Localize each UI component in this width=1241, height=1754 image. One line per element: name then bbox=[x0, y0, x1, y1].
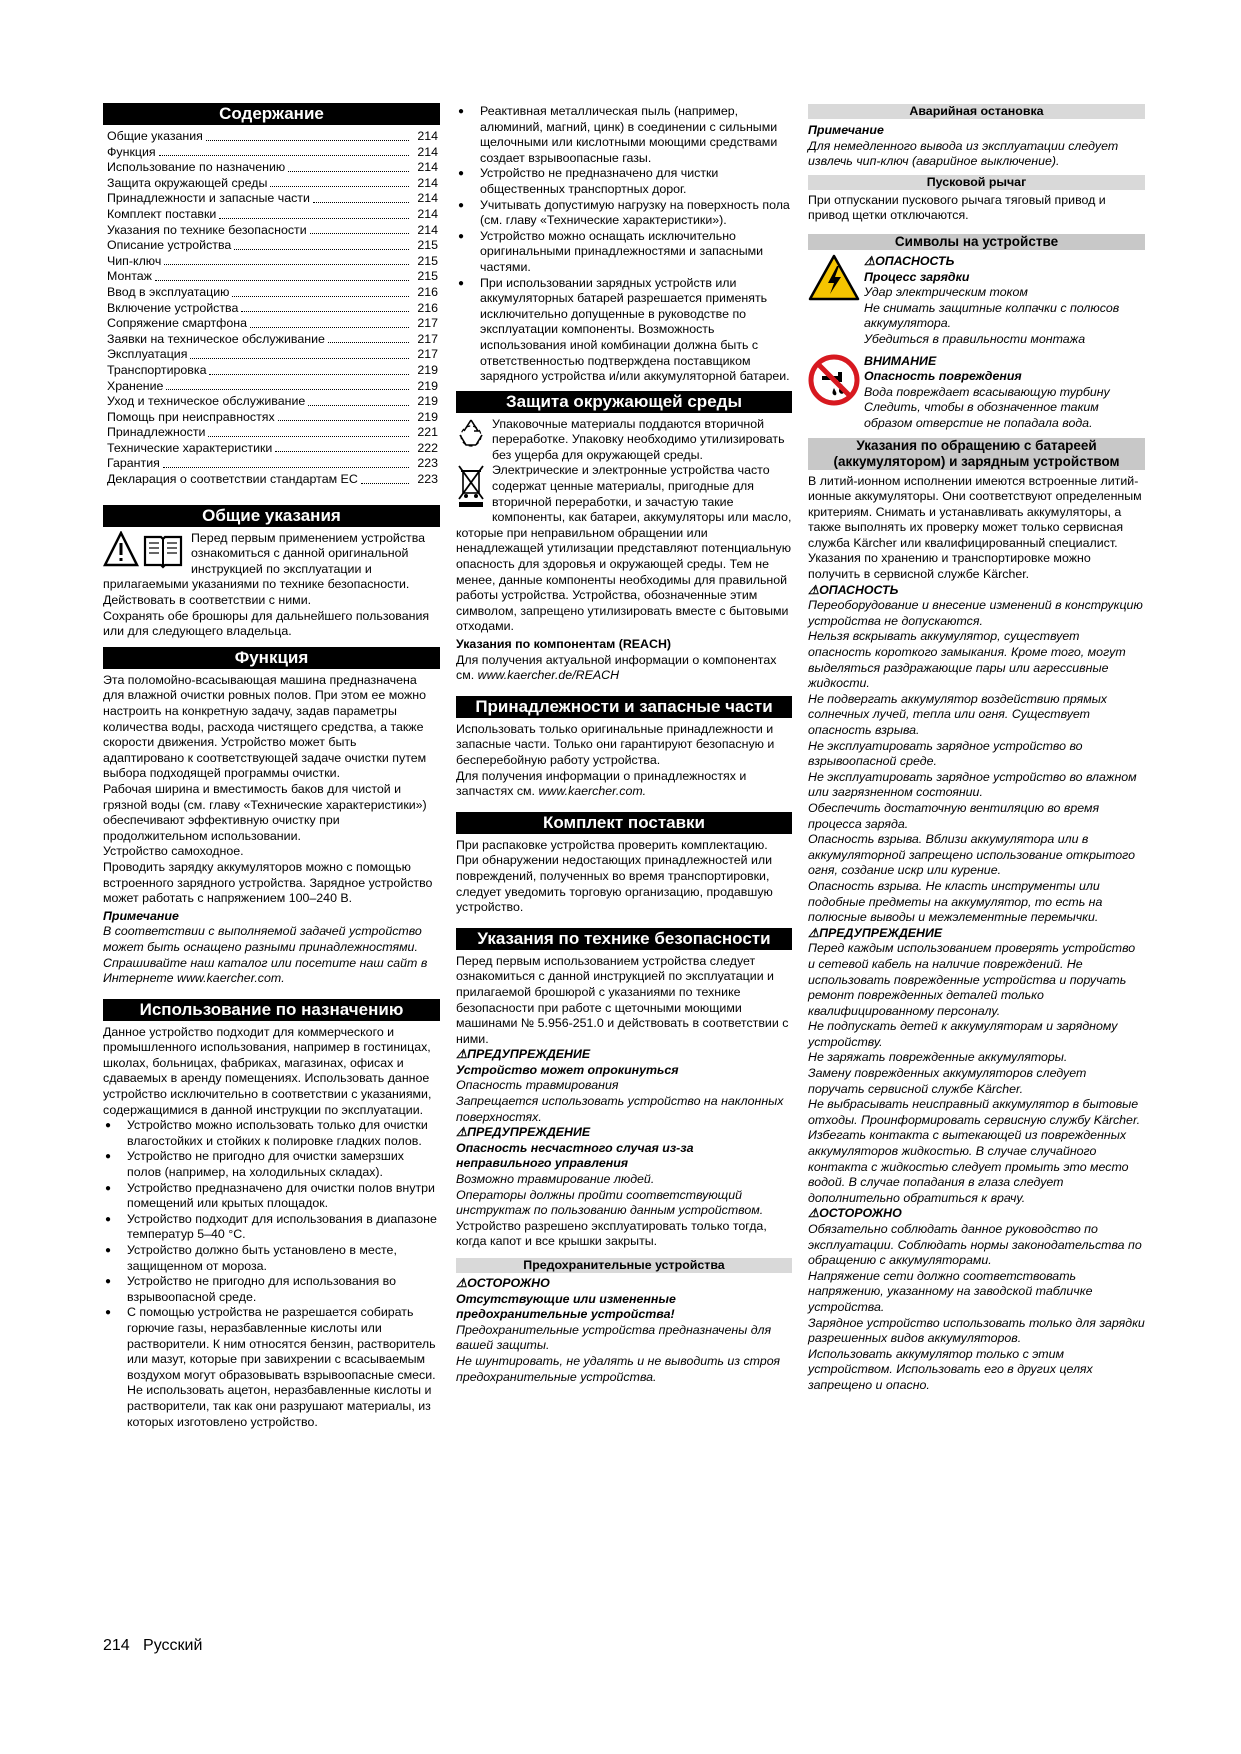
toc-leader bbox=[209, 374, 409, 375]
list-item: ● Устройство подходит для использования в диапазоне температур 5–40 °C. bbox=[103, 1212, 440, 1243]
symbol1-label-text: ОПАСНОСТЬ bbox=[875, 253, 955, 268]
toc-heading: Содержание bbox=[103, 103, 440, 125]
note-line: Избегать контакта с вытекающей из поврежденных аккумуляторов жидкостью. В случае случайного контакта с жидкостью следует промыть это место водой. В случае попадания в глаза следует дополнительно обратиться к врачу. bbox=[808, 1128, 1129, 1205]
manual-icons bbox=[103, 531, 185, 574]
toc-leader bbox=[241, 311, 409, 312]
function-p4: Проводить зарядку аккумуляторов можно с помощью встроенного зарядного устройства. Зарядное устройство может работать с напряжением 100–240 В. bbox=[103, 859, 433, 906]
battery-caution-label-text: ОСТОРОЖНО bbox=[819, 1206, 902, 1221]
note-line: Опасность взрыва. Вблизи аккумулятора или в аккумуляторной запрещено использование открытого огня, создание искр или курение. bbox=[808, 832, 1136, 878]
safety-w1-head: Устройство может опрокинуться bbox=[456, 1062, 679, 1077]
symbol2-label: ВНИМАНИЕ bbox=[864, 353, 937, 368]
accessories-heading: Принадлежности и запасные части bbox=[456, 696, 792, 718]
environment-p2: Электрические и электронные устройства часто содержат ценные материалы, пригодные для вторичной переработки, и зачастую такие компоненты, как батареи, аккумуляторы или масло, которые при неправильном обращении или ненадлежащей утилизации представляют потенциальную опасность для здоровья и окружающей среды. Тем не менее, данные компоненты необходимы для правильной работы устройства. Устройства, обозначенные этим символом, запрещено утилизировать вместе с бытовыми отходами. bbox=[456, 463, 792, 634]
toc-label: Монтаж bbox=[107, 269, 152, 284]
page-footer bbox=[103, 1637, 202, 1655]
toc-row[interactable] bbox=[103, 269, 440, 285]
toc-label: Указания по технике безопасности bbox=[107, 222, 307, 237]
toc-label: Описание устройства bbox=[107, 238, 232, 253]
symbols-heading: Символы на устройстве bbox=[808, 234, 1145, 250]
electric-hazard-icon bbox=[808, 254, 864, 348]
battery-warning-label-text: ПРЕДУПРЕЖДЕНИЕ bbox=[819, 925, 943, 940]
general-p2: Сохранять обе брошюры для дальнейшего пользования или для следующего владельца. bbox=[103, 608, 430, 639]
toc-label: Помощь при неисправностях bbox=[107, 409, 275, 424]
note-line: Не эксплуатировать зарядное устройство во взрывоопасной среде. bbox=[808, 738, 1083, 769]
symbol2-t1: Вода повреждает всасывающую турбину bbox=[864, 384, 1110, 399]
toc-row[interactable] bbox=[103, 363, 440, 379]
delivery-heading: Комплект поставки bbox=[456, 812, 792, 834]
battery-warning-list bbox=[808, 941, 1145, 1206]
toc-page: 217 bbox=[417, 331, 438, 346]
function-heading: Функция bbox=[103, 647, 440, 669]
toc-label: Принадлежности и запасные части bbox=[107, 191, 310, 206]
toc-page: 215 bbox=[417, 238, 438, 253]
symbol1-t2: Не снимать защитные колпачки с полюсов аккумулятора. bbox=[864, 300, 1120, 331]
note-line: Зарядное устройство использовать только для зарядки разрешенных видов аккумуляторов. bbox=[808, 1315, 1145, 1346]
column-3 bbox=[808, 100, 1145, 1394]
safety-w3-label: ⚠ОСТОРОЖНО bbox=[456, 1276, 550, 1290]
reach-text-body: Для получения актуальной информации о компонентах см. bbox=[456, 652, 777, 683]
list-item: ● Устройство должно быть установлено в месте, защищенном от мороза. bbox=[103, 1243, 440, 1274]
toc-leader bbox=[275, 451, 409, 452]
toc-page: 219 bbox=[417, 409, 438, 424]
intended-use-list bbox=[103, 1118, 440, 1430]
list-item: ● Устройство не пригодно для использования во взрывоопасной среде. bbox=[103, 1274, 440, 1305]
page-number: 214 bbox=[103, 1637, 130, 1654]
toc-leader bbox=[232, 296, 409, 297]
toc-page: 217 bbox=[417, 316, 438, 331]
general-section bbox=[103, 531, 440, 640]
toc-row[interactable] bbox=[103, 425, 440, 441]
list-item: ● Устройство можно использовать только для очистки влагостойких и стойких к полировке гладких полов. bbox=[103, 1118, 440, 1149]
battery-p2: Указания по хранению и транспортировке можно получить в сервисной службе Kärcher. bbox=[808, 551, 1091, 582]
toc-page: 214 bbox=[417, 222, 438, 237]
toc-label: Защита окружающей среды bbox=[107, 175, 268, 190]
toc-leader bbox=[308, 405, 409, 406]
toc-row[interactable] bbox=[103, 410, 440, 426]
toc-row[interactable] bbox=[103, 441, 440, 457]
toc-page: 222 bbox=[417, 440, 438, 455]
toc-label: Чип-ключ bbox=[107, 253, 162, 268]
toc-label: Уход и техническое обслуживание bbox=[107, 394, 306, 409]
accessories-p2 bbox=[456, 769, 792, 800]
safety-w2-label: ⚠ПРЕДУПРЕЖДЕНИЕ bbox=[456, 1125, 591, 1140]
warning-book-icon bbox=[103, 531, 185, 569]
battery-caution-label: ⚠ОСТОРОЖНО bbox=[808, 1206, 902, 1221]
toc-page: 219 bbox=[417, 394, 438, 409]
note-line: Не подвергать аккумулятор воздействию прямых солнечных лучей, тепла или огня. Существует опасность взрыва. bbox=[808, 691, 1108, 737]
list-item: ● Устройство можно оснащать исключительно оригинальными принадлежностями и запасными частями. bbox=[456, 229, 792, 276]
list-item: ● Учитывать допустимую нагрузку на поверхность пола (см. главу «Технические характеристики»). bbox=[456, 198, 792, 229]
toc-row[interactable] bbox=[103, 394, 440, 410]
battery-p1: В литий-ионном исполнении имеются встроенные литий-ионные аккумуляторы. Они соответствуют определенным критериям. Снимать и устанавливать аккумуляторы, а также выполнять их проверку может только сервисная служба Kärcher или квалифицированный специалист. bbox=[808, 473, 1142, 550]
toc-leader bbox=[313, 202, 409, 203]
toc-page: 223 bbox=[417, 456, 438, 471]
function-note-title: Примечание bbox=[103, 908, 179, 923]
safety-w3-label-text: ОСТОРОЖНО bbox=[467, 1276, 550, 1290]
battery-warning-label: ⚠ПРЕДУПРЕЖДЕНИЕ bbox=[808, 925, 943, 940]
environment-heading: Защита окружающей среды bbox=[456, 391, 792, 413]
symbol2-t2: Следить, чтобы в обозначенное таким образом отверстие не попадала вода. bbox=[864, 400, 1099, 430]
toc-row[interactable] bbox=[103, 456, 440, 472]
toc-page: 216 bbox=[417, 300, 438, 315]
toc-label: Комплект поставки bbox=[107, 206, 217, 221]
toc-leader bbox=[155, 280, 409, 281]
safety-w2-t2: Операторы должны пройти соответствующий инструктаж по пользованию данным устройством. bbox=[456, 1187, 764, 1218]
toc-leader bbox=[163, 467, 409, 468]
toc-label: Декларация о соответствии стандартам ЕС bbox=[107, 472, 358, 487]
safety-devices-heading: Предохранительные устройства bbox=[456, 1258, 792, 1273]
environment-p1: Упаковочные материалы поддаются вторичной переработке. Упаковку необходимо утилизировать без ущерба для окружающей среды. bbox=[492, 416, 785, 462]
toc-row[interactable] bbox=[103, 316, 440, 332]
toc-leader bbox=[270, 186, 409, 187]
note-line: Напряжение сети должно соответствовать напряжению, указанному на заводской табличке устройства. bbox=[808, 1268, 1093, 1314]
general-heading: Общие указания bbox=[103, 505, 440, 527]
note-line: Не выбрасывать неисправный аккумулятор в бытовые отходы. Проинформировать сервисную службу Kärcher. bbox=[808, 1097, 1141, 1127]
safety-w3-t2: Не шунтировать, не удалять и не выводить из строя предохранительные устройства. bbox=[456, 1353, 780, 1384]
toc-label: Технические характеристики bbox=[107, 440, 273, 455]
emergency-note-text: Для немедленного вывода из эксплуатации следует извлечь чип-ключ (аварийное выключение). bbox=[808, 138, 1119, 169]
toc-label: Принадлежности bbox=[107, 425, 206, 440]
toc-page: 219 bbox=[417, 362, 438, 377]
toc-label: Использование по назначению bbox=[107, 160, 286, 175]
toc-page: 221 bbox=[417, 425, 438, 440]
intended-use-heading: Использование по назначению bbox=[103, 999, 440, 1021]
toc-label: Транспортировка bbox=[107, 362, 207, 377]
battery-danger-label-text: ОПАСНОСТЬ bbox=[819, 582, 899, 597]
reach-link[interactable]: www.kaercher.de/REACH bbox=[477, 668, 620, 683]
toc-row[interactable] bbox=[103, 207, 440, 223]
toc-page: 214 bbox=[417, 206, 438, 221]
toc-row[interactable] bbox=[103, 285, 440, 301]
toc-page: 214 bbox=[417, 175, 438, 190]
note-line: Перед каждым использованием проверять устройство и сетевой кабель на наличие повреждений. Не использовать поврежденные устройства и поручать ремонт поврежденных деталей только квалифицированному персоналу. bbox=[808, 941, 1136, 1018]
note-line: Обеспечить достаточную вентиляцию во время процесса заряда. bbox=[808, 800, 1100, 831]
note-line: Нельзя вскрывать аккумулятор, существует опасность короткого замыкания. Кроме того, могут выделяться раздражающие пары или агрессивные жидкости. bbox=[808, 629, 1126, 691]
note-line: Не заряжать поврежденные аккумуляторы. bbox=[808, 1050, 1068, 1065]
toc-row[interactable] bbox=[103, 347, 440, 363]
symbol1-label: ⚠ОПАСНОСТЬ bbox=[864, 253, 955, 268]
toc-row[interactable] bbox=[103, 145, 440, 161]
toc-label: Включение устройства bbox=[107, 300, 239, 315]
toc-leader bbox=[166, 389, 409, 390]
environment-section bbox=[456, 417, 792, 684]
toc-leader bbox=[278, 420, 409, 421]
safety-w2-t1: Возможно травмирование людей. bbox=[456, 1172, 655, 1187]
toc-label: Ввод в эксплуатацию bbox=[107, 284, 230, 299]
note-line: Использовать аккумулятор только с этим устройством. Использовать его в других целях запрещено и опасно. bbox=[808, 1346, 1093, 1392]
intended-use-p1: Данное устройство подходит для коммерческого и промышленного использования, например в гостиницах, школах, больницах, фабриках, магазинах, офисах и сдаваемых в аренду помещениях. Использовать данное устройство исключительно в соответствии с указаниями, содержащимися в данной инструкции по эксплуатации. bbox=[103, 1024, 432, 1117]
battery-heading: Указания по обращению с батареей (аккумулятором) и зарядным устройством bbox=[808, 438, 1145, 470]
battery-danger-list bbox=[808, 598, 1145, 925]
list-item: ● При использовании зарядных устройств или аккумуляторных батарей разрешается применять исключительно допущенные в руководстве по эксплуатации компоненты. Возможность использования иной комбинации должна быть с ответственностью подтверждена поставщиком зарядного устройства и/или аккумуляторной батареи. bbox=[456, 276, 792, 385]
toc-label: Гарантия bbox=[107, 456, 160, 471]
list-item: ● Устройство предназначено для очистки полов внутри помещений или крытых площадок. bbox=[103, 1181, 440, 1212]
safety-p2: Устройство разрешено эксплуатировать только тогда, когда капот и все крышки закрыты. bbox=[456, 1218, 767, 1249]
function-p1: Эта поломойно-всасывающая машина предназначена для влажной очистки ровных полов. При этом ее можно настроить на конкретную задачу, задав параметры количества воды, расхода чистящего средства, а также скорости движения. Устройство может быть адаптировано к соответствующей задаче очистки путем выбора подходящей программы очистки. bbox=[103, 672, 427, 781]
toc-list bbox=[103, 129, 440, 488]
toc-page: 219 bbox=[417, 378, 438, 393]
toc-label: Сопряжение смартфона bbox=[107, 316, 248, 331]
safety-p1: Перед первым использованием устройства следует ознакомиться с данной инструкцией по эксплуатации и прилагаемой брошюрой с указаниями по технике безопасности при работе с щеточными моющими машинами № 5.956-251.0 и действовать в соответствии с ними. bbox=[456, 953, 789, 1046]
safety-w2-head: Опасность несчастного случая из-за неправильного управления bbox=[456, 1140, 694, 1171]
safety-w3-t1: Предохранительные устройства предназначены для вашей защиты. bbox=[456, 1322, 772, 1353]
toc-row[interactable] bbox=[103, 472, 440, 488]
toc-leader bbox=[361, 483, 409, 484]
note-line: Переоборудование и внесение изменений в конструкцию устройства не допускаются. bbox=[808, 598, 1143, 628]
toc-row[interactable] bbox=[103, 129, 440, 145]
weee-bin-icon bbox=[456, 463, 486, 514]
toc-leader bbox=[164, 264, 409, 265]
safety-w1-t2: Запрещается использовать устройство на наклонных поверхностях. bbox=[456, 1094, 784, 1124]
reach-title: Указания по компонентам (REACH) bbox=[456, 637, 672, 651]
emergency-note-title: Примечание bbox=[808, 123, 884, 137]
toc-row[interactable] bbox=[103, 379, 440, 395]
toc-page: 214 bbox=[417, 129, 438, 143]
recycle-icon bbox=[456, 417, 486, 454]
toc-label: Хранение bbox=[107, 378, 164, 393]
list-item: ● Реактивная металлическая пыль (например, алюминий, магний, цинк) в соединении с сильными щелочными или кислотными моющими средствами создает взрывоопасные газы. bbox=[456, 104, 792, 166]
no-water-icon bbox=[808, 354, 864, 432]
toc-row[interactable] bbox=[103, 301, 440, 317]
toc-leader bbox=[208, 436, 409, 437]
battery-caution-list bbox=[808, 1222, 1145, 1394]
function-p2: Рабочая ширина и вместимость баков для чистой и грязной воды (см. главу «Технические характеристики») обеспечивают эффективную очистку при продолжительном использовании. bbox=[103, 781, 427, 843]
symbol1-t1: Удар электрическим током bbox=[864, 285, 1028, 300]
symbol1-head: Процесс зарядки bbox=[864, 269, 970, 284]
toc-leader bbox=[250, 327, 409, 328]
toc-leader bbox=[288, 171, 409, 172]
note-line: Замену поврежденных аккумуляторов следует поручать сервисной службе Kärcher. bbox=[808, 1066, 1087, 1096]
safety-w1-t1: Опасность травмирования bbox=[456, 1078, 619, 1093]
toc-row[interactable] bbox=[103, 191, 440, 207]
toc-page: 214 bbox=[417, 144, 438, 159]
toc-leader bbox=[159, 155, 409, 156]
column-1 bbox=[103, 100, 440, 1430]
note-line: Обязательно соблюдать данное руководство по эксплуатации. Соблюдать нормы законодательства по обращению с аккумуляторами. bbox=[808, 1222, 1142, 1268]
safety-heading: Указания по технике безопасности bbox=[456, 928, 792, 950]
note-line: Не эксплуатировать зарядное устройство во влажном или загрязненном состоянии. bbox=[808, 769, 1137, 800]
symbol-charging bbox=[808, 254, 1145, 348]
column-2 bbox=[456, 100, 792, 1385]
toc-leader bbox=[219, 218, 409, 219]
symbol-water bbox=[808, 354, 1145, 432]
emergency-heading: Аварийная остановка bbox=[808, 104, 1145, 119]
toc-row[interactable] bbox=[103, 176, 440, 192]
toc-leader bbox=[234, 249, 409, 250]
toc-page: 217 bbox=[417, 347, 438, 362]
toc-leader bbox=[328, 342, 409, 343]
list-item: ● Устройство не предназначено для чистки общественных транспортных дорог. bbox=[456, 166, 792, 197]
toc-label: Функция bbox=[107, 144, 156, 159]
safety-w1-label-text: ПРЕДУПРЕЖДЕНИЕ bbox=[467, 1047, 591, 1062]
toc-leader bbox=[310, 233, 409, 234]
toc-page: 215 bbox=[417, 269, 438, 284]
safety-w2-label-text: ПРЕДУПРЕЖДЕНИЕ bbox=[467, 1125, 591, 1140]
toc-page: 214 bbox=[417, 191, 438, 206]
toc-leader bbox=[190, 358, 409, 359]
toc-label: Заявки на техническое обслуживание bbox=[107, 331, 325, 346]
trigger-text: При отпускании пускового рычага тяговый привод и привод щетки отключаются. bbox=[808, 192, 1106, 223]
toc-row[interactable] bbox=[103, 254, 440, 270]
symbol1-t3: Убедиться в правильности монтажа bbox=[864, 331, 1086, 346]
list-item: ● Устройство не пригодно для очистки замерзших полов (например, на холодильных складах). bbox=[103, 1149, 440, 1180]
function-note-text: В соответствии с выполняемой задачей устройство может быть оснащено разными принадлежностями. Спрашивайте наш каталог или посетите наш сайт в Интернете www.kaercher.com. bbox=[103, 924, 428, 986]
toc-row[interactable] bbox=[103, 332, 440, 348]
delivery-p1: При распаковке устройства проверить комплектацию. При обнаружении недостающих принадлежностей или повреждений, полученных во время транспортировки, следует уведомить торговую организацию, продавшую устройство. bbox=[456, 837, 773, 915]
battery-danger-label: ⚠ОПАСНОСТЬ bbox=[808, 582, 899, 597]
toc-label: Эксплуатация bbox=[107, 347, 188, 362]
toc-page: 214 bbox=[417, 160, 438, 175]
page-language: Русский bbox=[143, 1637, 203, 1654]
safety-w1-label: ⚠ПРЕДУПРЕЖДЕНИЕ bbox=[456, 1047, 591, 1062]
accessories-link[interactable]: www.kaercher.com. bbox=[538, 784, 647, 799]
trigger-heading: Пусковой рычаг bbox=[808, 175, 1145, 190]
toc-row[interactable] bbox=[103, 223, 440, 239]
toc-label: Общие указания bbox=[107, 129, 203, 143]
accessories-p1: Использовать только оригинальные принадлежности и запасные части. Только они гарантируют безопасную и бесперебойную работу устройства. bbox=[456, 721, 775, 767]
reach-text bbox=[456, 653, 792, 684]
safety-w3-head: Отсутствующие или измененные предохранительные устройства! bbox=[456, 1291, 676, 1322]
note-line: Опасность взрыва. Не класть инструменты или подобные предметы на аккумулятор, то есть на полюсные выводы и межэлементные перемычки. bbox=[808, 878, 1103, 925]
intended-use-list-continued bbox=[456, 104, 792, 385]
toc-leader bbox=[206, 140, 409, 141]
list-item: ● С помощью устройства не разрешается собирать горючие газы, неразбавленные кислоты или растворители. К ним относятся бензин, растворитель или мазут, которые при завихрении с всасываемым воздухом могут образовывать взрывоопасные смеси. Не использовать ацетон, неразбавленные кислоты и растворители, так как они разрушают материалы, из которых изготовлено устройство. bbox=[103, 1305, 440, 1430]
function-p3: Устройство самоходное. bbox=[103, 844, 244, 859]
symbol2-head: Опасность повреждения bbox=[864, 369, 1022, 384]
toc-row[interactable] bbox=[103, 238, 440, 254]
toc-page: 223 bbox=[417, 472, 438, 487]
accessories-p2-body: Для получения информации о принадлежностях и запчастях см. bbox=[456, 768, 747, 799]
toc-page: 216 bbox=[417, 284, 438, 299]
note-line: Не подпускать детей к аккумуляторам и зарядному устройству. bbox=[808, 1019, 1118, 1049]
general-p1: Перед первым применением устройства ознакомиться с данной оригинальной инструкцией по эксплуатации и прилагаемыми указаниями по технике безопасности. Действовать в соответствии с ними. bbox=[103, 530, 426, 608]
toc-row[interactable] bbox=[103, 160, 440, 176]
toc-page: 215 bbox=[417, 253, 438, 268]
